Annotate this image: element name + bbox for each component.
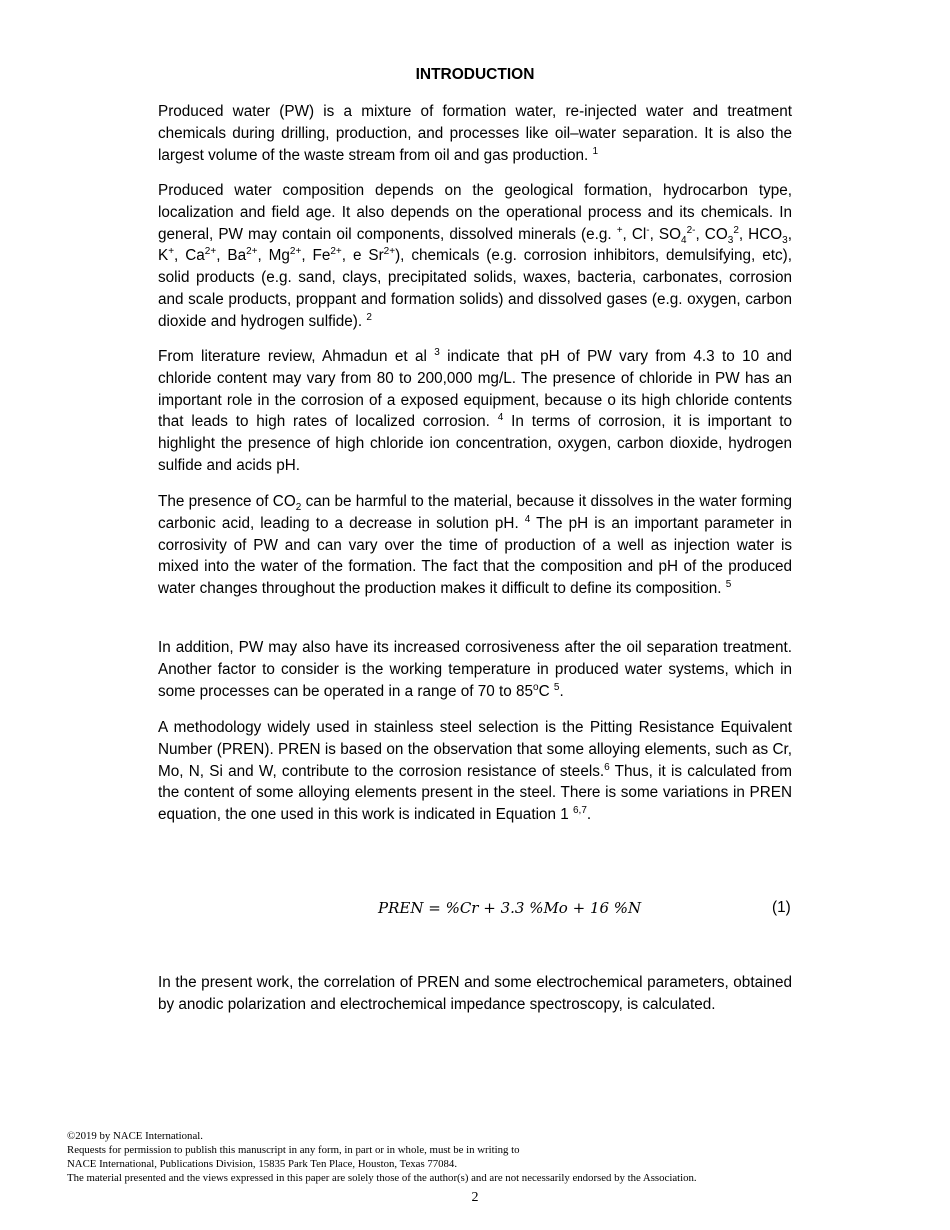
text: In terms of corrosion, it is important to highlight the presence of high chloride ion concentration, oxygen, carbon dioxide, hydrogen sulfide and acids pH. xyxy=(158,413,793,474)
text: , Ca xyxy=(174,247,205,265)
text: , e Sr xyxy=(341,247,384,265)
text: . xyxy=(586,806,592,824)
paragraph-pren-methodology xyxy=(158,717,792,826)
subscript: 4 xyxy=(681,234,687,246)
degree-superscript: o xyxy=(533,681,539,693)
text: . xyxy=(559,682,564,700)
superscript: 2- xyxy=(686,224,696,236)
text: , Ba xyxy=(216,247,247,265)
paragraph-literature-review xyxy=(158,346,792,477)
pren-equation: PREN = %Cr + 3.3 %Mo + 16 %N xyxy=(378,899,642,917)
paragraph-present-work: In the present work, the correlation of PREN and some electrochemical parameters, obtained by anodic polarization and electrochemical impedance spectroscopy, is calculated. xyxy=(158,974,792,1013)
citation-ref: 4 xyxy=(497,412,504,424)
text: Thus, it is calculated from the content of some alloying elements present in the steel. There is some variations in PREN equation, the one used in this work is indicated in Equation 1 xyxy=(158,762,793,824)
subscript: 3 xyxy=(727,234,734,246)
text: The presence of CO xyxy=(158,493,296,510)
footer-disclaimer-line: The material presented and the views expressed in this paper are solely those of the author(s) and are not necessarily endorsed by the Association. xyxy=(67,1172,697,1184)
text: can be harmful to the material, because it dissolves in the water forming carbonic acid, leading to a decrease in solution pH. xyxy=(158,493,792,532)
citation-ref: 4 xyxy=(524,513,531,525)
superscript: + xyxy=(168,246,175,258)
footer-permission-line: Requests for permission to publish this manuscript in any form, in part or in whole, must be in writing to xyxy=(67,1144,520,1156)
superscript: 2+ xyxy=(330,246,342,258)
text: , Cl xyxy=(622,225,647,243)
citation-ref: 5 xyxy=(553,681,560,693)
superscript: 2+ xyxy=(246,246,258,258)
citation-ref: 2 xyxy=(366,311,372,323)
footer-address-line: NACE International, Publications Division, 15835 Park Ten Place, Houston, Texas 77084. xyxy=(67,1158,458,1170)
subscript: 3 xyxy=(782,234,788,246)
text: ), chemicals (e.g. corrosion inhibitors, demulsifying, etc), solid products (e.g. sand, clays, precipitated solids, waxes, bacteria, carbonates, corrosion and scale products, proppant and formation solids) and dissolved gases (e.g. oxygen, carbon dioxide and hydrogen sulfide). xyxy=(158,247,792,330)
superscript: 2+ xyxy=(289,246,302,258)
paragraph-produced-water-composition xyxy=(158,180,792,333)
text: In addition, PW may also have its increased corrosiveness after the oil separation treatment. Another factor to consider is the working temperature in produced water systems, which in some processes can be operated in a range of 70 to 85 xyxy=(158,639,792,700)
paragraph-produced-water-definition xyxy=(158,101,792,166)
citation-ref: 3 xyxy=(434,346,440,358)
text: , SO xyxy=(649,225,682,243)
citation-ref: 5 xyxy=(725,579,732,591)
equation-number: (1) xyxy=(772,899,791,916)
text: , HCO xyxy=(738,225,783,243)
superscript: 2+ xyxy=(383,246,396,258)
superscript: 2+ xyxy=(204,246,217,258)
citation-ref: 1 xyxy=(592,145,599,157)
section-heading: INTRODUCTION xyxy=(415,66,535,83)
copyright-footer xyxy=(67,1129,697,1185)
subscript: 2 xyxy=(295,502,302,514)
text: , CO xyxy=(695,225,728,243)
superscript: - xyxy=(646,224,650,236)
text: Produced water (PW) is a mixture of formation water, re-injected water and treatment chemicals during drilling, production, and processes like oil–water separation. It is also the largest volume of the waste stream from oil and gas production. xyxy=(158,103,792,164)
text: , K xyxy=(158,225,792,265)
text: , Fe xyxy=(301,247,331,265)
citation-ref: 6,7 xyxy=(573,805,587,817)
text: A methodology widely used in stainless steel selection is the Pitting Resistance Equivalent Number (PREN). PREN is based on the observation that some alloying elements, such as Cr, Mo, N, Si and W, contribute to the corrosion resistance of steels. xyxy=(158,719,792,780)
citation-ref: 6 xyxy=(604,761,610,773)
footer-copyright-line: ©2019 by NACE International. xyxy=(67,1130,203,1142)
text: , Mg xyxy=(257,247,290,265)
text: From literature review, Ahmadun et al xyxy=(158,348,435,365)
text: The pH is an important parameter in corrosivity of PW and can vary over the time of production of a well as injection water is mixed into the water of the formation. The fact that the composition and pH of the produced water changes throughout the production makes it difficult to define its composition. xyxy=(158,514,792,598)
paragraph-co2-effect xyxy=(158,491,792,600)
text: Produced water composition depends on the geological formation, hydrocarbon type, localization and field age. It also depends on the operational process and its chemicals. In general, PW may contain oil components, dissolved minerals (e.g. xyxy=(158,182,792,243)
text: indicate that pH of PW vary from 4.3 to 10 and chloride content may vary from 80 to 200,000 mg/L. The presence of chloride in PW has an important role in the corrosion of a exposed equipment, because o its high chloride contents that leads to high rates of localized corrosion. xyxy=(158,348,792,431)
superscript: 2 xyxy=(733,224,739,236)
page-number: 2 xyxy=(471,1190,479,1205)
text: C xyxy=(538,682,554,700)
superscript: + xyxy=(616,224,623,236)
paragraph-corrosiveness-temperature xyxy=(158,637,792,702)
